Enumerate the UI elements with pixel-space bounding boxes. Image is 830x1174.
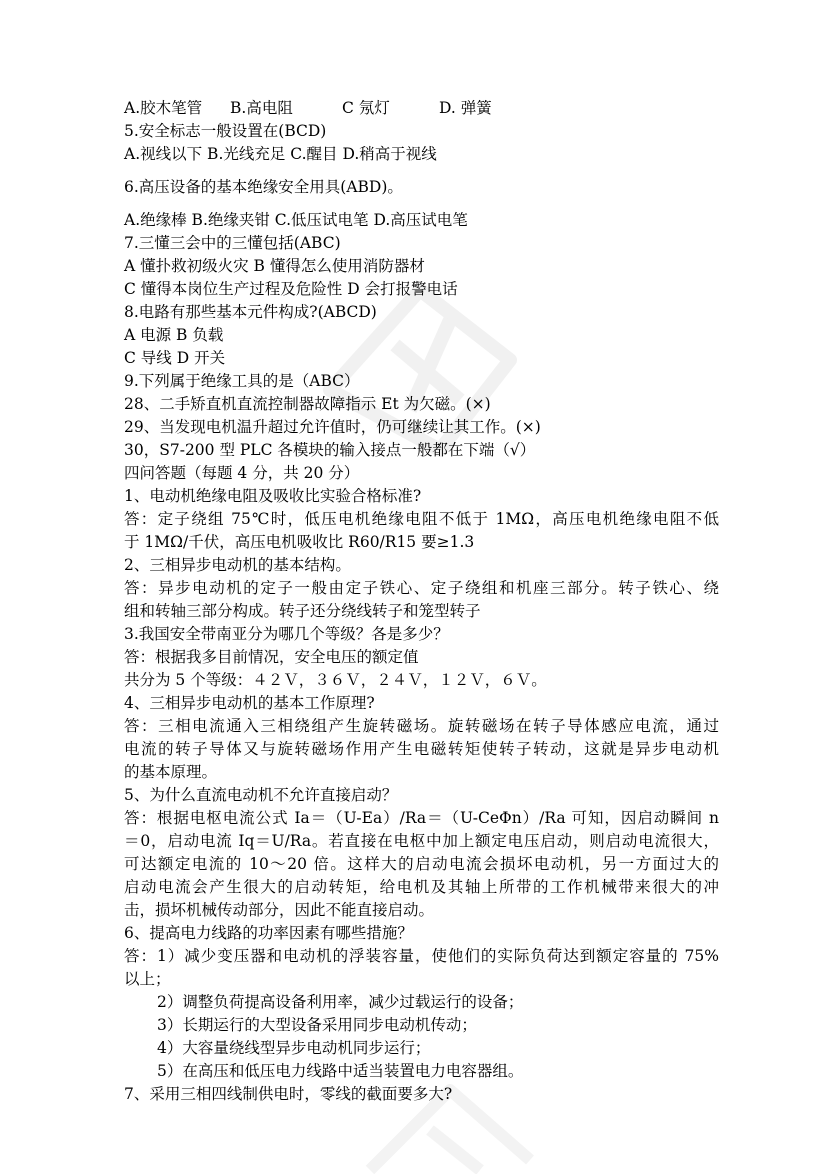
question-7-options-1: A 懂扑救初级火灾 B 懂得怎么使用消防器材 — [124, 257, 425, 275]
qa-5-answer-line-4: 启动电流会产生很大的启动转矩，给电机及其轴上所带的工作机械带来很大的冲 — [124, 878, 719, 896]
option-d: D. 弹簧 — [439, 99, 492, 117]
question-7-options-2: C 懂得本岗位生产过程及危险性 D 会打报警电话 — [124, 280, 458, 298]
judgement-29: 29、当发现电机温升超过允许值时，仍可继续让其工作。(×) — [124, 418, 541, 436]
qa-3-answer-line-2: 共分为 5 个等级：４２Ｖ，３６Ｖ，２４Ｖ，１２Ｖ，６Ｖ。 — [124, 671, 547, 689]
option-c: C 氖灯 — [342, 99, 390, 117]
qa-6-answer-line-2: 以上； — [124, 970, 171, 988]
judgement-28: 28、二手矫直机直流控制器故障指示 Et 为欠磁。(×) — [124, 395, 491, 413]
section-heading-qa: 四问答题（每题 4 分，共 20 分） — [124, 464, 360, 482]
qa-5-answer-line-5: 击，损坏机械传动部分，因此不能直接启动。 — [124, 901, 435, 919]
question-9: 9.下列属于绝缘工具的是（ABC） — [124, 372, 360, 390]
qa-1-question: 1、电动机绝缘电阻及吸收比实验合格标准? — [124, 487, 422, 505]
qa-5-answer-line-3: 可达额定电流的 10～20 倍。这样大的启动电流会损坏电动机，另一方面过大的 — [124, 855, 719, 873]
qa-5-answer-line-2: ＝0，启动电流 Iq＝U/Ra。若直接在电枢中加上额定电压启动，则启动电流很大， — [124, 832, 719, 850]
qa-5-question: 5、为什么直流电动机不允许直接启动？ — [124, 786, 398, 804]
qa-1-answer-line-2: 于 1MΩ/千伏，高压电机吸收比 R60/R15 要≥1.3 — [124, 533, 475, 551]
question-5: 5.安全标志一般设置在(BCD) — [124, 122, 327, 140]
qa-1-answer-line-1: 答：定子绕组 75℃时，低压电机绝缘电阻不低于 1MΩ，高压电机绝缘电阻不低 — [124, 510, 719, 528]
qa-3-answer-line-1: 答：根据我多目前情况，安全电压的额定值 — [124, 648, 419, 666]
qa-4-answer-line-1: 答：三相电流通入三相绕组产生旋转磁场。旋转磁场在转子导体感应电流，通过 — [124, 717, 719, 735]
options-line-1 — [124, 97, 719, 120]
qa-2-answer-line-1: 答：异步电动机的定子一般由定子铁心、定子绕组和机座三部分。转子铁心、绕 — [124, 579, 719, 597]
qa-6-measure-3: 3）长期运行的大型设备采用同步电动机传动； — [157, 1016, 477, 1034]
qa-3-question: 3.我国安全带南亚分为哪几个等级？各是多少？ — [124, 625, 449, 643]
qa-4-answer-line-2: 电流的转子导体又与旋转磁场作用产生电磁转矩使转子转动，这就是异步电动机 — [124, 740, 719, 758]
qa-4-question: 4、三相异步电动机的基本工作原理? — [124, 694, 375, 712]
option-a: A.胶木笔管 — [124, 99, 203, 117]
qa-5-answer-line-1: 答：根据电枢电流公式 Ia＝（U-Ea）/Ra＝（U-CeΦn）/Ra 可知，因启动瞬间 n — [124, 809, 719, 827]
judgement-30: 30，S7-200 型 PLC 各模块的输入接点一般都在下端（√） — [124, 441, 536, 459]
question-8-options-2: C 导线 D 开关 — [124, 349, 226, 367]
question-7: 7.三懂三会中的三懂包括(ABC) — [124, 234, 341, 252]
qa-6-answer-line-1: 答：1）减少变压器和电动机的浮装容量，使他们的实际负荷达到额定容量的 75% — [124, 947, 719, 965]
qa-2-answer-line-2: 组和转轴三部分构成。转子还分绕线转子和笼型转子 — [124, 602, 481, 620]
option-b: B.高电阻 — [230, 99, 293, 117]
qa-6-measure-4: 4）大容量绕线型异步电动机同步运行； — [157, 1039, 431, 1057]
question-6: 6.高压设备的基本绝缘安全用具(ABD)。 — [124, 178, 403, 196]
document-body — [124, 97, 719, 1106]
qa-6-measure-2: 2）调整负荷提高设备利用率，减少过载运行的设备； — [157, 993, 524, 1011]
qa-4-answer-line-3: 的基本原理。 — [124, 763, 218, 781]
question-8-options-1: A 电源 B 负载 — [124, 326, 224, 344]
qa-2-question: 2、三相异步电动机的基本结构。 — [124, 556, 351, 574]
qa-7-question: 7、采用三相四线制供电时，零线的截面要多大? — [124, 1085, 453, 1103]
question-8: 8.电路有那些基本元件构成?(ABCD) — [124, 303, 377, 321]
qa-6-question: 6、提高电力线路的功率因素有哪些措施？ — [124, 924, 413, 942]
question-5-options: A.视线以下 B.光线充足 C.醒目 D.稍高于视线 — [124, 145, 437, 163]
question-6-options: A.绝缘棒 B.绝缘夹钳 C.低压试电笔 D.高压试电笔 — [124, 211, 468, 229]
qa-6-measure-5: 5）在高压和低压电力线路中适当装置电力电容器组。 — [157, 1062, 524, 1080]
